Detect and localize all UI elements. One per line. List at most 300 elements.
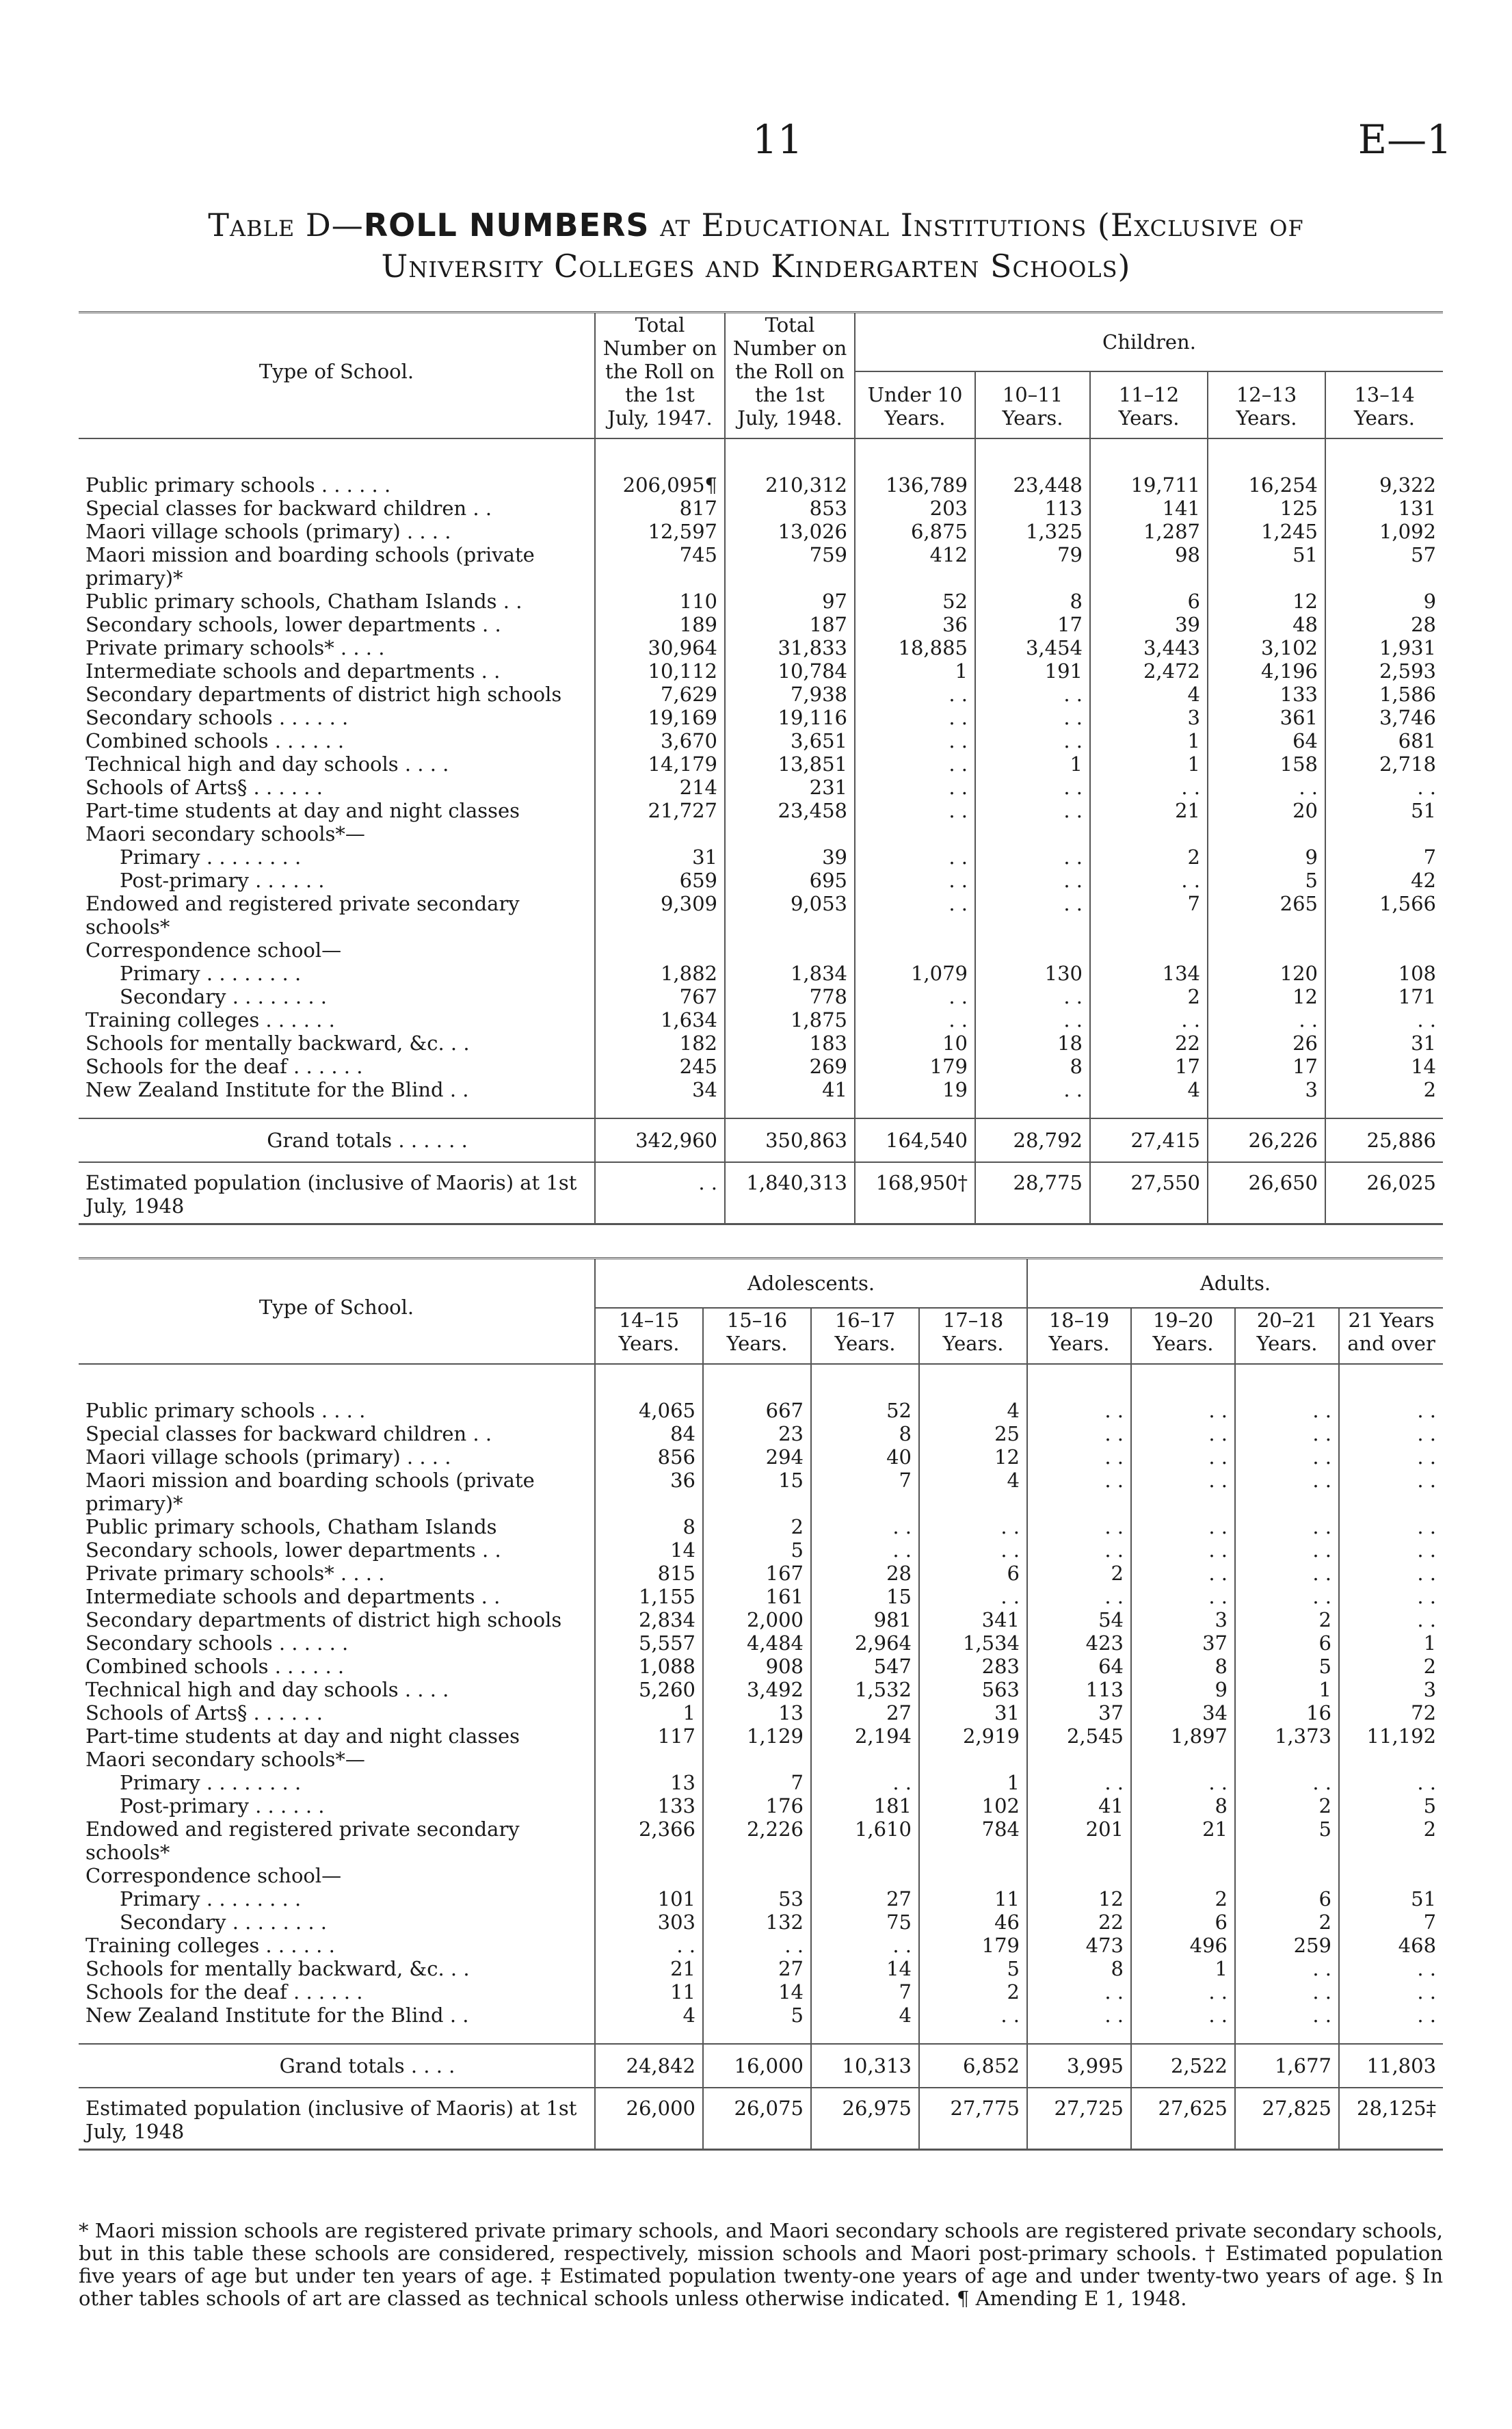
school-type-label: Correspondence school— xyxy=(85,938,342,962)
school-type-label: Primary . . . . . . . . xyxy=(120,845,302,869)
roll-count-cell: 4 xyxy=(1090,1078,1208,1118)
roll-count-cell: 31 xyxy=(919,1701,1027,1724)
school-type-label: Intermediate schools and departments . . xyxy=(85,659,501,683)
roll-count-cell: 9,322 xyxy=(1325,438,1443,497)
school-type-label: Maori secondary schools*— xyxy=(85,1748,365,1771)
roll-count-cell: 2,964 xyxy=(811,1631,919,1655)
roll-count-cell: . . xyxy=(1339,1422,1443,1445)
roll-count-cell: 283 xyxy=(919,1655,1027,1678)
roll-count-cell: . . xyxy=(1090,869,1208,892)
school-type-label: Post-primary . . . . . . xyxy=(120,1794,325,1817)
roll-count-cell: 12 xyxy=(919,1445,1027,1469)
roll-count-cell: 19,711 xyxy=(1090,438,1208,497)
roll-count-cell: 1 xyxy=(1235,1678,1339,1701)
school-type-label: New Zealand Institute for the Blind . . xyxy=(85,1078,469,1101)
roll-count-cell: 3,454 xyxy=(975,636,1090,659)
roll-count-cell: 27 xyxy=(703,1957,811,1980)
roll-count-cell: . . xyxy=(1339,1957,1443,1980)
roll-count-cell: . . xyxy=(1339,1445,1443,1469)
roll-count-cell: . . xyxy=(1131,1771,1235,1794)
roll-count-cell: 7 xyxy=(1339,1911,1443,1934)
school-type-label: Public primary schools, Chatham Islands . . xyxy=(85,590,522,613)
title-rest: at Educational Institutions (Exclusive of xyxy=(649,207,1304,244)
roll-count-cell: 40 xyxy=(811,1445,919,1469)
roll-count-cell: 412 xyxy=(855,543,975,590)
roll-count-cell: . . xyxy=(1235,1422,1339,1445)
roll-count-cell: 28 xyxy=(811,1562,919,1585)
table-row xyxy=(79,706,1443,729)
roll-count-cell: 26,975 xyxy=(811,2088,919,2150)
roll-count-cell: 181 xyxy=(811,1794,919,1817)
table-row xyxy=(79,799,1443,822)
roll-count-cell: . . xyxy=(1027,1585,1131,1608)
roll-count-cell: 14 xyxy=(811,1957,919,1980)
roll-count-cell: . . xyxy=(1235,1445,1339,1469)
roll-count-cell: . . xyxy=(1027,1469,1131,1515)
roll-count-cell: . . xyxy=(1235,1562,1339,1585)
roll-count-cell: 22 xyxy=(1090,1032,1208,1055)
roll-count-cell: 28,125‡ xyxy=(1339,2088,1443,2150)
roll-count-cell: 34 xyxy=(595,1078,725,1118)
roll-count-cell: 1 xyxy=(919,1771,1027,1794)
roll-count-cell: 2,834 xyxy=(595,1608,703,1631)
roll-count-cell: . . xyxy=(1131,1515,1235,1538)
roll-count-cell: . . xyxy=(1131,1422,1235,1445)
school-type-label: Private primary schools* . . . . xyxy=(85,1562,385,1585)
roll-count-cell: 179 xyxy=(855,1055,975,1078)
roll-count-cell: 179 xyxy=(919,1934,1027,1957)
roll-count-cell: 815 xyxy=(595,1562,703,1585)
roll-count-cell: 52 xyxy=(855,590,975,613)
roll-count-cell: . . xyxy=(855,1008,975,1032)
roll-count-cell: 667 xyxy=(703,1364,811,1422)
roll-count-cell: 214 xyxy=(595,776,725,799)
roll-count-cell: 6 xyxy=(1235,1887,1339,1911)
roll-count-cell: . . xyxy=(1235,1980,1339,2004)
roll-count-cell: 7 xyxy=(811,1469,919,1515)
roll-count-cell: 856 xyxy=(595,1445,703,1469)
roll-count-cell: 6 xyxy=(919,1562,1027,1585)
roll-count-cell: 16,254 xyxy=(1208,438,1325,497)
roll-count-cell: 133 xyxy=(595,1794,703,1817)
roll-count-cell: 10,784 xyxy=(725,659,855,683)
roll-count-cell: 1,931 xyxy=(1325,636,1443,659)
table-row xyxy=(79,729,1443,752)
school-type-label: Special classes for backward children . . xyxy=(85,497,492,520)
roll-count-cell: 19,169 xyxy=(595,706,725,729)
roll-count-cell: 164,540 xyxy=(855,1118,975,1162)
roll-count-cell: . . xyxy=(1027,2004,1131,2044)
roll-count-cell: 11 xyxy=(595,1980,703,2004)
school-type-label: Secondary departments of district high schools xyxy=(85,683,562,706)
roll-count-cell: 26 xyxy=(1208,1032,1325,1055)
roll-count-cell: 54 xyxy=(1027,1608,1131,1631)
roll-count-cell: 15 xyxy=(811,1585,919,1608)
roll-count-cell xyxy=(595,822,725,845)
roll-count-cell: 17 xyxy=(1090,1055,1208,1078)
roll-count-cell: 8 xyxy=(595,1515,703,1538)
roll-count-cell: . . xyxy=(1027,1771,1131,1794)
table-row xyxy=(79,1364,1443,1422)
table-row xyxy=(79,543,1443,590)
roll-count-cell: 136,789 xyxy=(855,438,975,497)
roll-count-cell xyxy=(1131,1748,1235,1771)
table-row xyxy=(79,1538,1443,1562)
roll-count-cell xyxy=(595,1864,703,1887)
roll-count-cell: 206,095¶ xyxy=(595,438,725,497)
roll-count-cell: . . xyxy=(855,776,975,799)
age-column-header: 20–21 Years. xyxy=(1235,1308,1339,1364)
roll-count-cell: 908 xyxy=(703,1655,811,1678)
roll-count-cell: 8 xyxy=(1131,1655,1235,1678)
roll-count-cell: 97 xyxy=(725,590,855,613)
school-type-label: Secondary departments of district high schools xyxy=(85,1608,562,1631)
roll-count-cell: 7,938 xyxy=(725,683,855,706)
table-row xyxy=(79,1445,1443,1469)
roll-count-cell: . . xyxy=(975,892,1090,938)
roll-count-cell: 27,825 xyxy=(1235,2088,1339,2150)
school-type-label: Primary . . . . . . . . xyxy=(120,962,302,985)
roll-count-cell: 563 xyxy=(919,1678,1027,1701)
roll-count-cell: . . xyxy=(855,706,975,729)
roll-count-cell: 12,597 xyxy=(595,520,725,543)
roll-count-cell: . . xyxy=(975,683,1090,706)
footnote-para: ¶ Amending E 1, 1948. xyxy=(956,2287,1187,2310)
title-bold: ROLL NUMBERS xyxy=(363,207,650,244)
roll-count-cell: . . xyxy=(1339,1515,1443,1538)
table-row xyxy=(79,1817,1443,1864)
roll-count-cell: 19 xyxy=(855,1078,975,1118)
roll-count-cell xyxy=(919,1748,1027,1771)
roll-count-cell: 294 xyxy=(703,1445,811,1469)
roll-count-cell: 6 xyxy=(1131,1911,1235,1934)
roll-count-cell xyxy=(975,822,1090,845)
roll-count-cell: . . xyxy=(855,799,975,822)
roll-count-cell: 46 xyxy=(919,1911,1027,1934)
roll-count-cell: 1,834 xyxy=(725,962,855,985)
roll-count-cell: 98 xyxy=(1090,543,1208,590)
roll-count-cell: 41 xyxy=(725,1078,855,1118)
roll-count-cell: 8 xyxy=(975,1055,1090,1078)
roll-count-cell: 13,851 xyxy=(725,752,855,776)
roll-count-cell: . . xyxy=(595,1934,703,1957)
roll-count-cell: 130 xyxy=(975,962,1090,985)
school-type-label: Secondary schools . . . . . . xyxy=(85,1631,349,1655)
roll-count-cell: 2,593 xyxy=(1325,659,1443,683)
table-row xyxy=(79,1864,1443,1887)
roll-count-cell xyxy=(1339,1748,1443,1771)
roll-count-cell: 13 xyxy=(703,1701,811,1724)
roll-count-cell: 4,196 xyxy=(1208,659,1325,683)
roll-count-cell: 21 xyxy=(1131,1817,1235,1864)
table-row xyxy=(79,1701,1443,1724)
roll-count-cell: 5 xyxy=(703,1538,811,1562)
roll-count-cell: 131 xyxy=(1325,497,1443,520)
roll-count-cell: 1,534 xyxy=(919,1631,1027,1655)
roll-count-cell: 4,065 xyxy=(595,1364,703,1422)
school-type-label: Schools of Arts§ . . . . . . xyxy=(85,776,323,799)
roll-count-cell: 9 xyxy=(1131,1678,1235,1701)
roll-count-cell: 2 xyxy=(1131,1887,1235,1911)
roll-count-cell: . . xyxy=(1235,2004,1339,2044)
roll-count-cell: 784 xyxy=(919,1817,1027,1864)
school-type-label: Secondary . . . . . . . . xyxy=(120,985,327,1008)
roll-count-cell: . . xyxy=(855,752,975,776)
age-column-header: 18–19 Years. xyxy=(1027,1308,1131,1364)
roll-count-cell: 1,532 xyxy=(811,1678,919,1701)
roll-count-cell: 9,053 xyxy=(725,892,855,938)
roll-count-cell: . . xyxy=(975,799,1090,822)
roll-count-cell: 1,373 xyxy=(1235,1724,1339,1748)
roll-count-cell: . . xyxy=(1027,1515,1131,1538)
school-type-label: Maori mission and boarding schools (private primary)* xyxy=(85,543,535,590)
roll-count-cell: 53 xyxy=(703,1887,811,1911)
roll-count-cell: . . xyxy=(855,683,975,706)
table-row xyxy=(79,1957,1443,1980)
roll-count-cell: 695 xyxy=(725,869,855,892)
roll-count-cell: . . xyxy=(919,1585,1027,1608)
roll-count-cell: 473 xyxy=(1027,1934,1131,1957)
roll-count-cell: 21 xyxy=(595,1957,703,1980)
school-type-label: Estimated population (inclusive of Maoris) at 1st July, 1948 xyxy=(79,2088,595,2150)
table-row xyxy=(79,1422,1443,1445)
roll-count-cell: 11,803 xyxy=(1339,2044,1443,2088)
roll-count-cell xyxy=(1235,1748,1339,1771)
roll-count-cell: 759 xyxy=(725,543,855,590)
roll-count-cell: 361 xyxy=(1208,706,1325,729)
school-type-label: Secondary schools, lower departments . . xyxy=(85,613,501,636)
roll-count-cell: 7 xyxy=(703,1771,811,1794)
roll-count-cell: . . xyxy=(811,1538,919,1562)
roll-count-cell: 23,458 xyxy=(725,799,855,822)
school-type-label: Training colleges . . . . . . xyxy=(85,1008,335,1032)
roll-count-cell: 2 xyxy=(703,1515,811,1538)
roll-count-cell: 2 xyxy=(1090,845,1208,869)
roll-count-cell: 113 xyxy=(975,497,1090,520)
roll-count-cell: 245 xyxy=(595,1055,725,1078)
roll-count-cell: 3,651 xyxy=(725,729,855,752)
roll-count-cell: 9 xyxy=(1325,590,1443,613)
roll-count-cell: 7,629 xyxy=(595,683,725,706)
roll-count-cell: . . xyxy=(1131,1364,1235,1422)
roll-count-cell: 28 xyxy=(1325,613,1443,636)
table-row xyxy=(79,1655,1443,1678)
grand-totals-row xyxy=(79,2044,1443,2088)
roll-count-cell: 767 xyxy=(595,985,725,1008)
roll-count-cell: 6,852 xyxy=(919,2044,1027,2088)
roll-count-cell: 167 xyxy=(703,1562,811,1585)
roll-count-cell: 27 xyxy=(811,1701,919,1724)
roll-count-cell: 8 xyxy=(975,590,1090,613)
roll-count-cell: 28,792 xyxy=(975,1118,1090,1162)
roll-count-cell: 72 xyxy=(1339,1701,1443,1724)
roll-count-cell: 1,287 xyxy=(1090,520,1208,543)
roll-count-cell: 2 xyxy=(1325,1078,1443,1118)
roll-count-cell: 21,727 xyxy=(595,799,725,822)
footnote-section: § In other tables schools of art are classed as technical schools unless otherwise indicated. xyxy=(79,2264,1444,2310)
age-column-header: 11–12 Years. xyxy=(1090,371,1208,438)
roll-count-cell: 141 xyxy=(1090,497,1208,520)
roll-count-cell: 133 xyxy=(1208,683,1325,706)
table-row xyxy=(79,1911,1443,1934)
table-row xyxy=(79,1794,1443,1817)
school-type-label: Primary . . . . . . . . xyxy=(120,1771,302,1794)
roll-count-cell: 31 xyxy=(1325,1032,1443,1055)
age-column-header: 10–11 Years. xyxy=(975,371,1090,438)
roll-count-cell: 14,179 xyxy=(595,752,725,776)
roll-count-cell: . . xyxy=(975,776,1090,799)
roll-count-cell xyxy=(1208,938,1325,962)
roll-count-cell: . . xyxy=(1235,1538,1339,1562)
school-type-label: Schools for the deaf . . . . . . xyxy=(85,1055,363,1078)
roll-count-cell: . . xyxy=(975,729,1090,752)
table-row xyxy=(79,845,1443,869)
roll-count-cell: . . xyxy=(703,1934,811,1957)
roll-count-cell: 5 xyxy=(1235,1655,1339,1678)
roll-count-cell: . . xyxy=(811,1934,919,1957)
roll-count-cell: 659 xyxy=(595,869,725,892)
school-type-label: Special classes for backward children . . xyxy=(85,1422,492,1445)
roll-count-cell: 269 xyxy=(725,1055,855,1078)
table-row xyxy=(79,1055,1443,1078)
school-type-label: Technical high and day schools . . . . xyxy=(85,1678,449,1701)
roll-count-cell: 4 xyxy=(1090,683,1208,706)
roll-count-cell: . . xyxy=(595,1162,725,1224)
roll-count-cell: 13,026 xyxy=(725,520,855,543)
table-row xyxy=(79,1748,1443,1771)
roll-count-cell: 117 xyxy=(595,1724,703,1748)
roll-count-cell: 3,492 xyxy=(703,1678,811,1701)
roll-count-cell: 134 xyxy=(1090,962,1208,985)
roll-count-cell: 51 xyxy=(1208,543,1325,590)
roll-count-cell: 42 xyxy=(1325,869,1443,892)
roll-count-cell xyxy=(1027,1864,1131,1887)
roll-count-cell: 64 xyxy=(1208,729,1325,752)
school-type-label: Part-time students at day and night classes xyxy=(85,1724,520,1748)
roll-count-cell: . . xyxy=(975,985,1090,1008)
roll-count-cell: 23 xyxy=(703,1422,811,1445)
school-type-label: Estimated population (inclusive of Maoris) at 1st July, 1948 xyxy=(79,1162,595,1224)
roll-count-cell: 11 xyxy=(919,1887,1027,1911)
roll-count-cell: 26,075 xyxy=(703,2088,811,2150)
roll-count-cell: 84 xyxy=(595,1422,703,1445)
table-row xyxy=(79,776,1443,799)
roll-count-cell: 2,545 xyxy=(1027,1724,1131,1748)
type-of-school-header: Type of School. xyxy=(258,1296,414,1319)
school-type-label: Primary . . . . . . . . xyxy=(120,1887,302,1911)
roll-count-cell: 64 xyxy=(1027,1655,1131,1678)
age-column-header: 17–18 Years. xyxy=(919,1308,1027,1364)
table-row xyxy=(79,1078,1443,1118)
roll-count-cell: 1,840,313 xyxy=(725,1162,855,1224)
roll-count-cell: 113 xyxy=(1027,1678,1131,1701)
table-row xyxy=(79,1032,1443,1055)
roll-count-cell: . . xyxy=(1235,1364,1339,1422)
roll-count-cell: . . xyxy=(1027,1980,1131,2004)
roll-count-cell: . . xyxy=(1235,1957,1339,1980)
roll-count-cell: 161 xyxy=(703,1585,811,1608)
table-row xyxy=(79,869,1443,892)
roll-count-cell: 1,325 xyxy=(975,520,1090,543)
roll-count-cell: 14 xyxy=(1325,1055,1443,1078)
roll-count-cell: 259 xyxy=(1235,1934,1339,1957)
roll-count-cell: . . xyxy=(1208,1008,1325,1032)
roll-count-cell: 2,522 xyxy=(1131,2044,1235,2088)
roll-count-cell: . . xyxy=(975,845,1090,869)
roll-count-cell: 79 xyxy=(975,543,1090,590)
roll-count-cell: 37 xyxy=(1027,1701,1131,1724)
roll-count-cell xyxy=(1090,938,1208,962)
roll-count-cell: 2,472 xyxy=(1090,659,1208,683)
document-code: E—1 xyxy=(1357,116,1452,163)
roll-count-cell: 1,586 xyxy=(1325,683,1443,706)
roll-count-cell: . . xyxy=(1325,1008,1443,1032)
age-column-header: 14–15 Years. xyxy=(595,1308,703,1364)
page-number: 11 xyxy=(752,116,803,163)
roll-count-cell: 2 xyxy=(1027,1562,1131,1585)
school-type-label: Endowed and registered private secondary schools* xyxy=(85,892,520,938)
table-row xyxy=(79,1724,1443,1748)
roll-count-cell: . . xyxy=(1027,1422,1131,1445)
roll-count-cell xyxy=(1131,1864,1235,1887)
roll-count-cell: 52 xyxy=(811,1364,919,1422)
table-row xyxy=(79,822,1443,845)
roll-count-cell: 4 xyxy=(595,2004,703,2044)
roll-count-cell: 182 xyxy=(595,1032,725,1055)
roll-count-cell: . . xyxy=(1090,1008,1208,1032)
table-row xyxy=(79,438,1443,497)
roll-count-cell: 1 xyxy=(595,1701,703,1724)
roll-count-cell: 8 xyxy=(811,1422,919,1445)
roll-count-cell: 1,079 xyxy=(855,962,975,985)
table-row xyxy=(79,683,1443,706)
roll-count-cell: 189 xyxy=(595,613,725,636)
roll-count-cell: . . xyxy=(919,1538,1027,1562)
roll-count-cell: 21 xyxy=(1090,799,1208,822)
table-row xyxy=(79,752,1443,776)
roll-count-cell: 19,116 xyxy=(725,706,855,729)
roll-count-cell: . . xyxy=(1339,1585,1443,1608)
school-type-label: Technical high and day schools . . . . xyxy=(85,752,449,776)
roll-count-cell: . . xyxy=(1131,1585,1235,1608)
roll-count-cell: 1,092 xyxy=(1325,520,1443,543)
table-row xyxy=(79,1008,1443,1032)
roll-count-cell: 265 xyxy=(1208,892,1325,938)
roll-count-cell: 1,088 xyxy=(595,1655,703,1678)
roll-count-cell: 6,875 xyxy=(855,520,975,543)
roll-count-cell: 2,718 xyxy=(1325,752,1443,776)
roll-count-cell: 4 xyxy=(919,1364,1027,1422)
roll-count-cell: 350,863 xyxy=(725,1118,855,1162)
total-1948-header: Total Number on the Roll on the 1st July, 1948. xyxy=(725,313,855,439)
roll-count-cell: 1,566 xyxy=(1325,892,1443,938)
roll-count-cell: . . xyxy=(975,706,1090,729)
roll-count-cell: 25 xyxy=(919,1422,1027,1445)
roll-count-cell: 3 xyxy=(1208,1078,1325,1118)
roll-count-cell: 981 xyxy=(811,1608,919,1631)
table-row xyxy=(79,985,1443,1008)
roll-count-cell: . . xyxy=(855,892,975,938)
roll-count-cell: 9,309 xyxy=(595,892,725,938)
roll-count-cell: . . xyxy=(855,869,975,892)
roll-count-cell: 3,443 xyxy=(1090,636,1208,659)
children-group-header: Children. xyxy=(855,313,1443,372)
roll-count-cell: 341 xyxy=(919,1608,1027,1631)
roll-count-cell: . . xyxy=(1339,1538,1443,1562)
roll-count-cell: 120 xyxy=(1208,962,1325,985)
roll-count-cell: . . xyxy=(855,985,975,1008)
table-row xyxy=(79,1887,1443,1911)
